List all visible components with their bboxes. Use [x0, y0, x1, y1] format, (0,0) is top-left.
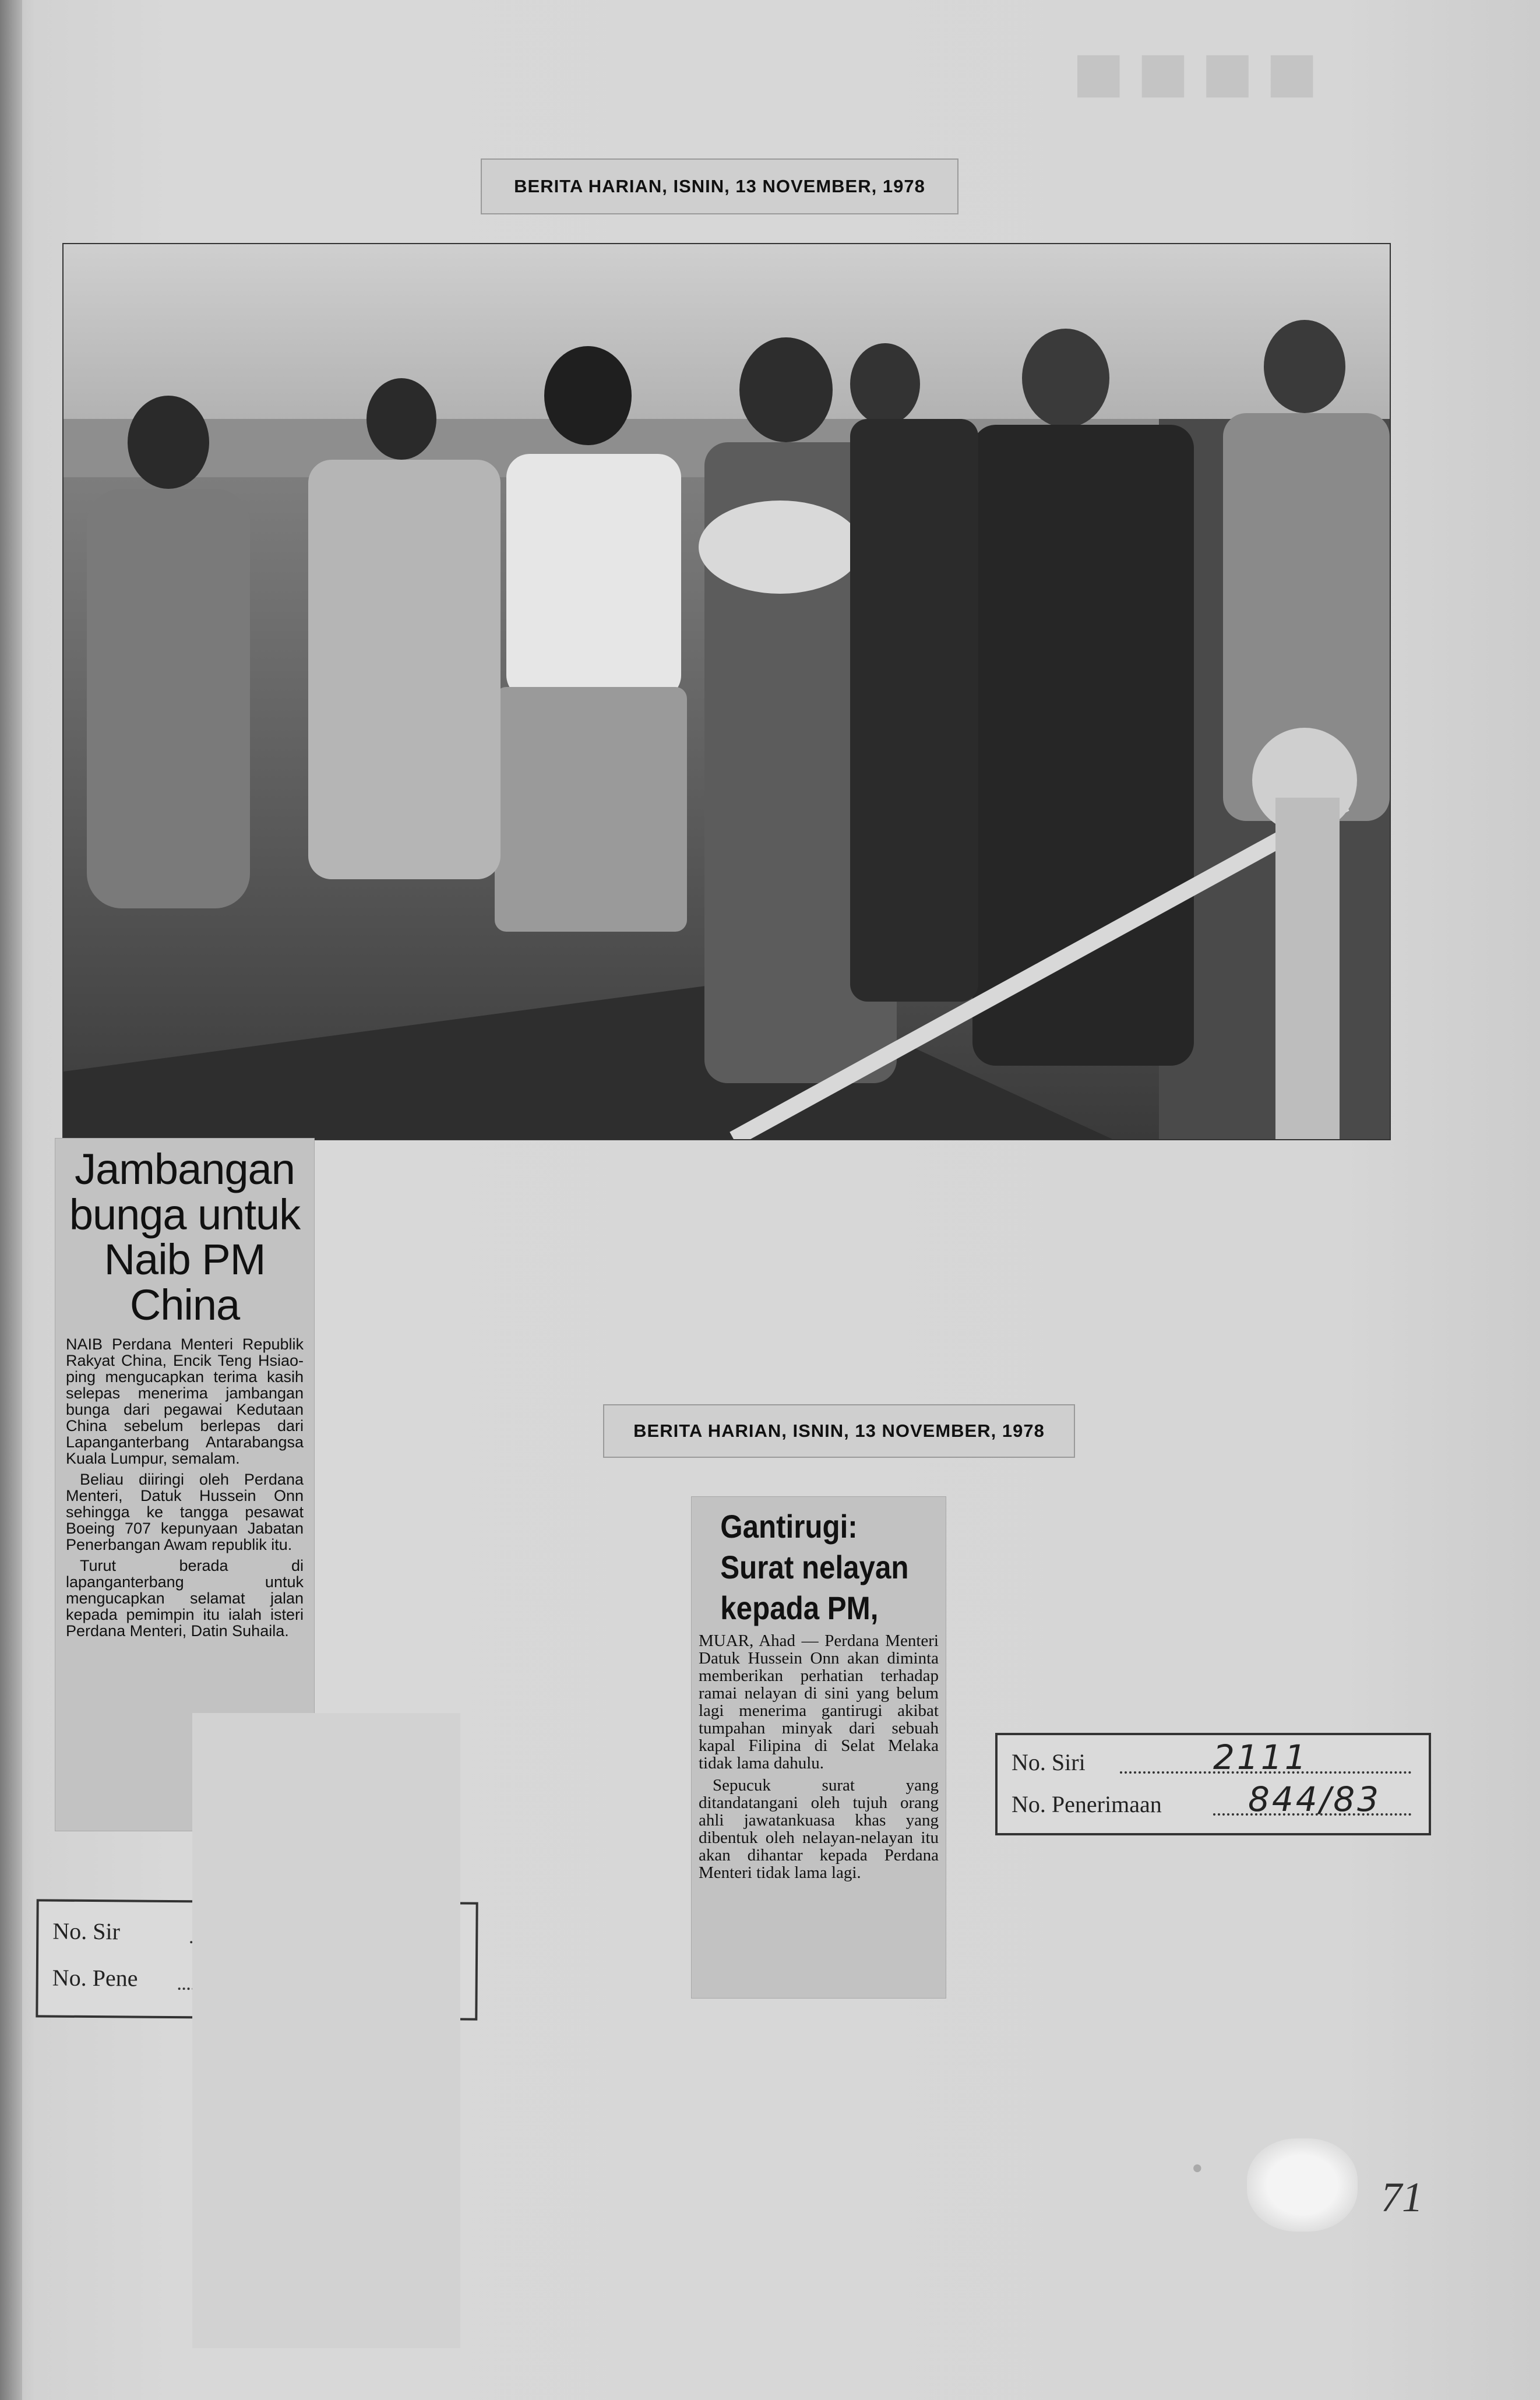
stamp-siri-label: No. Sir [52, 1918, 121, 1945]
top-dateline: BERITA HARIAN, ISNIN, 13 NOVEMBER, 1978 [481, 158, 958, 214]
article-bottom-headline [692, 1497, 915, 1629]
headline-line: China [129, 1281, 240, 1330]
headline-line: bunga untuk [69, 1190, 301, 1239]
show-through-text: ■■■■ [1060, 25, 1319, 122]
news-photo-illustration [64, 244, 1390, 1139]
archive-stamp-right [995, 1733, 1431, 1835]
article-paragraph: Sepucuk surat yang ditandatangani oleh tujuh orang ahli jawatankuasa khas yang dibentuk oleh nelayan-nelayan itu akan dihantar kepada Perdana Menteri tidak lama lagi. [699, 1776, 939, 1882]
faint-mark: • [1192, 2151, 1203, 2187]
article-top-headline [55, 1139, 314, 1328]
article-top-body [55, 1328, 314, 1639]
stamp-siri-label: No. Siri [1012, 1749, 1086, 1775]
page-binding-edge [0, 0, 22, 2400]
article-bottom-body [692, 1629, 946, 1881]
stamp-penerimaan-label: No. Pene [52, 1964, 138, 1992]
paper-strip [192, 1713, 460, 2348]
headline-line: Jambangan [75, 1145, 295, 1193]
stamp-penerimaan-value: 844/83 [1248, 1779, 1382, 1819]
headline-line: kepada PM, [720, 1590, 879, 1626]
headline-line: Surat nelayan [720, 1549, 909, 1585]
correction-blot [1247, 2138, 1358, 2232]
news-photo [62, 243, 1391, 1140]
article-paragraph: Beliau diiringi oleh Perdana Menteri, Datuk Hussein Onn sehingga ke tangga pesawat Boeing 707 kepunyaan Jabatan Penerbangan Awam republik itu. [66, 1470, 304, 1553]
stamp-penerimaan-label: No. Penerimaan [1012, 1791, 1162, 1817]
stamp-siri-value: 2111 [1213, 1738, 1309, 1777]
bottom-dateline: BERITA HARIAN, ISNIN, 13 NOVEMBER, 1978 [603, 1404, 1075, 1458]
article-paragraph: NAIB Perdana Menteri Republik Rakyat China, Encik Teng Hsiao-ping mengucapkan terima kasih selepas menerima jambangan bunga dari pegawai Kedutaan China sebelum berlepas dari Lapanganterbang Antarabangsa Kuala Lumpur, semalam. [66, 1335, 304, 1467]
headline-line: Naib PM [104, 1235, 266, 1284]
article-paragraph: MUAR, Ahad — Perdana Menteri Datuk Hussein Onn akan diminta memberikan perhatian terhadap ramai nelayan di sini yang belum lagi menerima gantirugi akibat tumpahan minyak dari sebuah kapal Filipina di Selat Melaka tidak lama dahulu. [699, 1631, 939, 1772]
article-bottom-column [691, 1496, 946, 1999]
article-paragraph: Turut berada di lapanganterbang untuk mengucapkan selamat jalan kepada pemimpin itu ialah isteri Perdana Menteri, Datin Suhaila. [66, 1556, 304, 1640]
page-number: 71 [1381, 2174, 1423, 2221]
headline-line: Gantirugi: [720, 1508, 858, 1545]
